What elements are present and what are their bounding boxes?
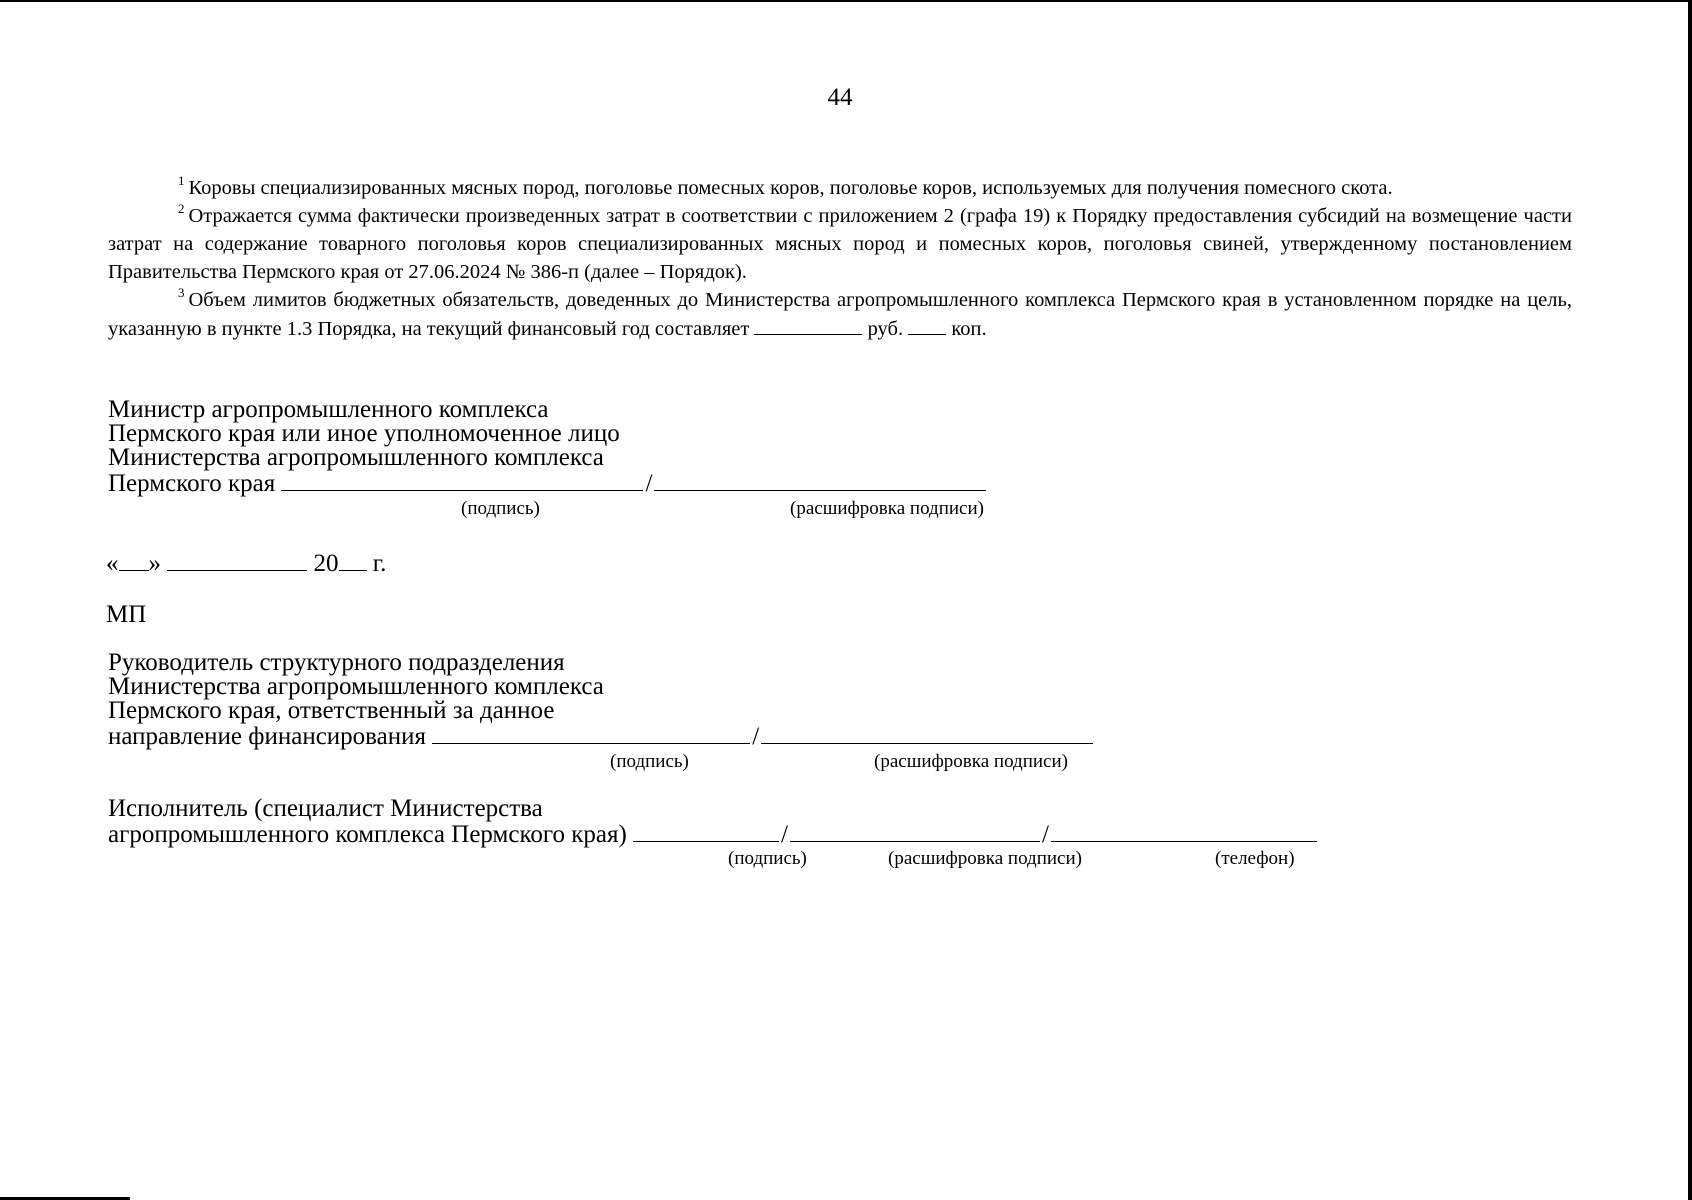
executor-signature-blank — [633, 821, 779, 842]
footnote-1 — [108, 174, 1572, 202]
footnote-mark: 3 — [178, 285, 185, 300]
head-line-4 — [108, 723, 1093, 749]
head-line-1: Руководитель структурного подразделения — [108, 649, 565, 676]
minister-transcript-blank — [654, 470, 986, 491]
footnote-text: Коровы специализированных мясных пород, поголовье помесных коров, поголовье коров, используемых для получения помесного скота. — [188, 177, 1393, 199]
minister-line-3: Министерства агропромышленного комплекса — [108, 444, 604, 471]
executor-phone-blank — [1051, 821, 1317, 842]
footnote-mark: 1 — [178, 173, 185, 188]
year-suffix: г. — [372, 550, 387, 577]
page-number: 44 — [827, 84, 853, 111]
separator-slash: / — [752, 723, 760, 750]
kop-label: коп. — [951, 318, 987, 340]
year-blank — [339, 550, 367, 571]
head-transcript-blank — [761, 723, 1093, 744]
footnote-2 — [108, 202, 1572, 286]
rub-label: руб. — [867, 318, 904, 340]
month-blank — [167, 550, 307, 571]
head-signature-caption: (подпись) — [610, 751, 689, 772]
separator-slash: / — [781, 821, 788, 848]
head-of-unit-signature-block — [108, 651, 1093, 749]
date-close-quote: » — [148, 550, 161, 577]
minister-line-4 — [108, 470, 986, 496]
footnotes-section — [108, 174, 1572, 343]
separator-slash: / — [645, 470, 653, 497]
executor-line-1: Исполнитель (специалист Министерства — [108, 795, 543, 822]
footnote-3 — [108, 286, 1572, 343]
minister-signature-block — [108, 398, 986, 496]
minister-signature-caption: (подпись) — [461, 498, 540, 519]
scan-edge-right — [1688, 0, 1692, 1200]
head-line-4-text: направление финансирования — [108, 723, 427, 750]
head-line-3: Пермского края, ответственный за данное — [108, 697, 555, 724]
executor-signature-caption: (подпись) — [728, 848, 807, 869]
year-prefix: 20 — [313, 550, 339, 577]
executor-phone-caption: (телефон) — [1215, 848, 1295, 869]
head-transcript-caption: (расшифровка подписи) — [874, 751, 1068, 772]
footnote-text: Отражается сумма фактически произведенных затрат в соответствии с приложением 2 (графа 19) к Порядку предоставления субсидий на возмещение части затрат на содержание товарного поголовья коров специализированных мясных пород и помесных коров, поголовья свиней, утвержденному постановлением Правительства Пермского края от 27.06.2024 № 386-п (далее – Порядок). — [108, 205, 1572, 283]
executor-line-2-text: агропромышленного комплекса Пермского края) — [108, 821, 627, 848]
amount-rub-blank — [754, 314, 862, 335]
minister-transcript-caption: (расшифровка подписи) — [790, 498, 984, 519]
head-signature-blank — [432, 723, 750, 744]
executor-transcript-blank — [790, 821, 1040, 842]
minister-line-1: Министр агропромышленного комплекса — [108, 396, 549, 423]
executor-line-2 — [108, 821, 1317, 847]
date-line — [106, 550, 386, 578]
executor-transcript-caption: (расшифровка подписи) — [888, 848, 1082, 869]
day-blank — [119, 550, 149, 571]
minister-signature-blank — [281, 470, 643, 491]
seal-label: МП — [106, 601, 147, 628]
date-open-quote: « — [106, 550, 119, 577]
scan-edge-top — [0, 0, 1692, 2]
executor-signature-block — [108, 797, 1317, 847]
amount-kop-blank — [908, 314, 946, 335]
footnote-mark: 2 — [178, 201, 185, 216]
minister-line-4-text: Пермского края — [108, 470, 276, 497]
head-line-2: Министерства агропромышленного комплекса — [108, 673, 604, 700]
footnote-text: Объем лимитов бюджетных обязательств, доведенных до Министерства агропромышленного комплекса Пермского края в установленном порядке на цель, указанную в пункте 1.3 Порядка, на текущий финансовый год составляет — [108, 289, 1572, 340]
minister-line-2: Пермского края или иное уполномоченное лицо — [108, 420, 620, 447]
separator-slash: / — [1042, 821, 1049, 848]
